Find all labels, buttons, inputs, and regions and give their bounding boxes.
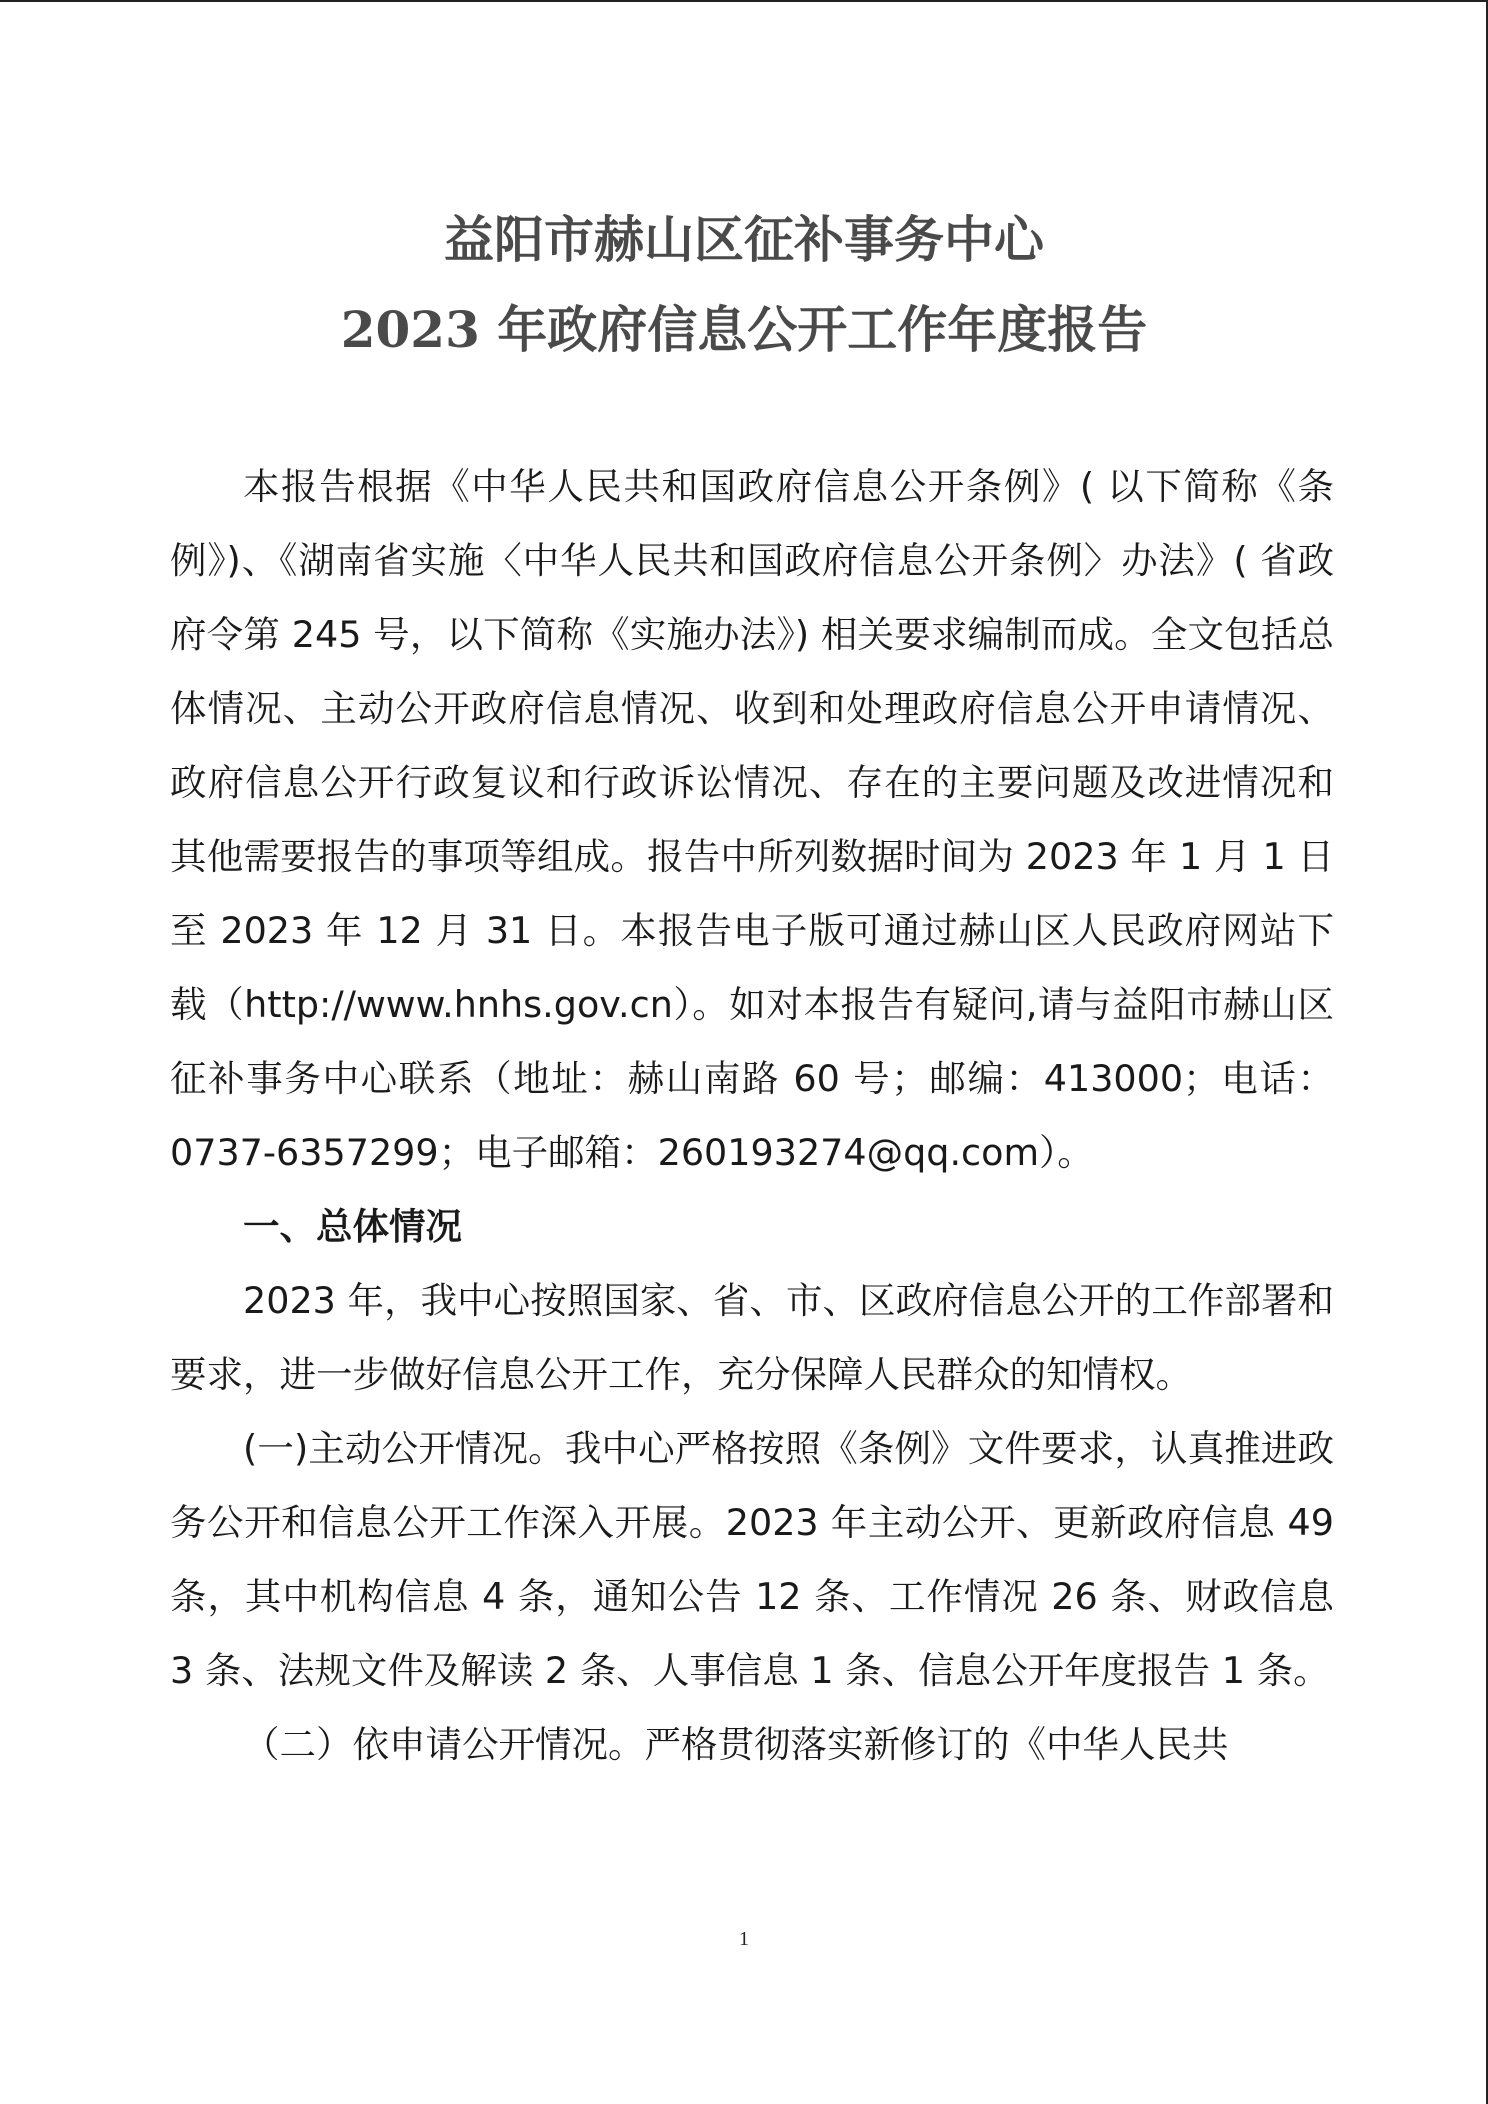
- report-title-line1: 益阳市赫山区征补事务中心: [444, 210, 1044, 269]
- report-body: [170, 450, 1334, 1782]
- intro-paragraph: 本报告根据《中华人民共和国政府信息公开条例》( 以下简称《条例》)、《湖南省实施〈中华人民共和国政府信息公开条例〉办法》( 省政府令第 245 号，以下简称《实施办法》) 相关要求编制而成。全文包括总体情况、主动公开政府信息情况、收到和处理政府信息公开申请情况、政府信息公开行政复议和行政诉讼情况、存在的主要问题及改进情况和其他需要报告的事项等组成。报告中所列数据时间为 2023 年 1 月 1 日至 2023 年 12 月 31 日。本报告电子版可通过赫山区人民政府网站下载（http://www.hnhs.gov.cn）。如对本报告有疑问,请与益阳市赫山区征补事务中心联系（地址：赫山南路 60 号；邮编：413000；电话：0737-6357299；电子邮箱：260193274@qq.com）。: [170, 465, 1334, 1174]
- proactive-disclosure-paragraph: (一)主动公开情况。我中心严格按照《条例》文件要求，认真推进政务公开和信息公开工作深入开展。2023 年主动公开、更新政府信息 49 条，其中机构信息 4 条，通知公告 12 条、工作情况 26 条、财政信息 3 条、法规文件及解读 2 条、人事信息 1 条、信息公开年度报告 1 条。: [170, 1427, 1334, 1692]
- page-number: 1: [739, 1928, 749, 1950]
- section-heading-overview: 一、总体情况: [243, 1205, 462, 1248]
- report-title-line2: 2023 年政府信息公开工作年度报告: [340, 300, 1148, 359]
- overview-paragraph: 2023 年，我中心按照国家、省、市、区政府信息公开的工作部署和要求，进一步做好信息公开工作，充分保障人民群众的知情权。: [170, 1279, 1334, 1396]
- application-disclosure-paragraph: （二）依申请公开情况。严格贯彻落实新修订的《中华人民共: [243, 1723, 1229, 1766]
